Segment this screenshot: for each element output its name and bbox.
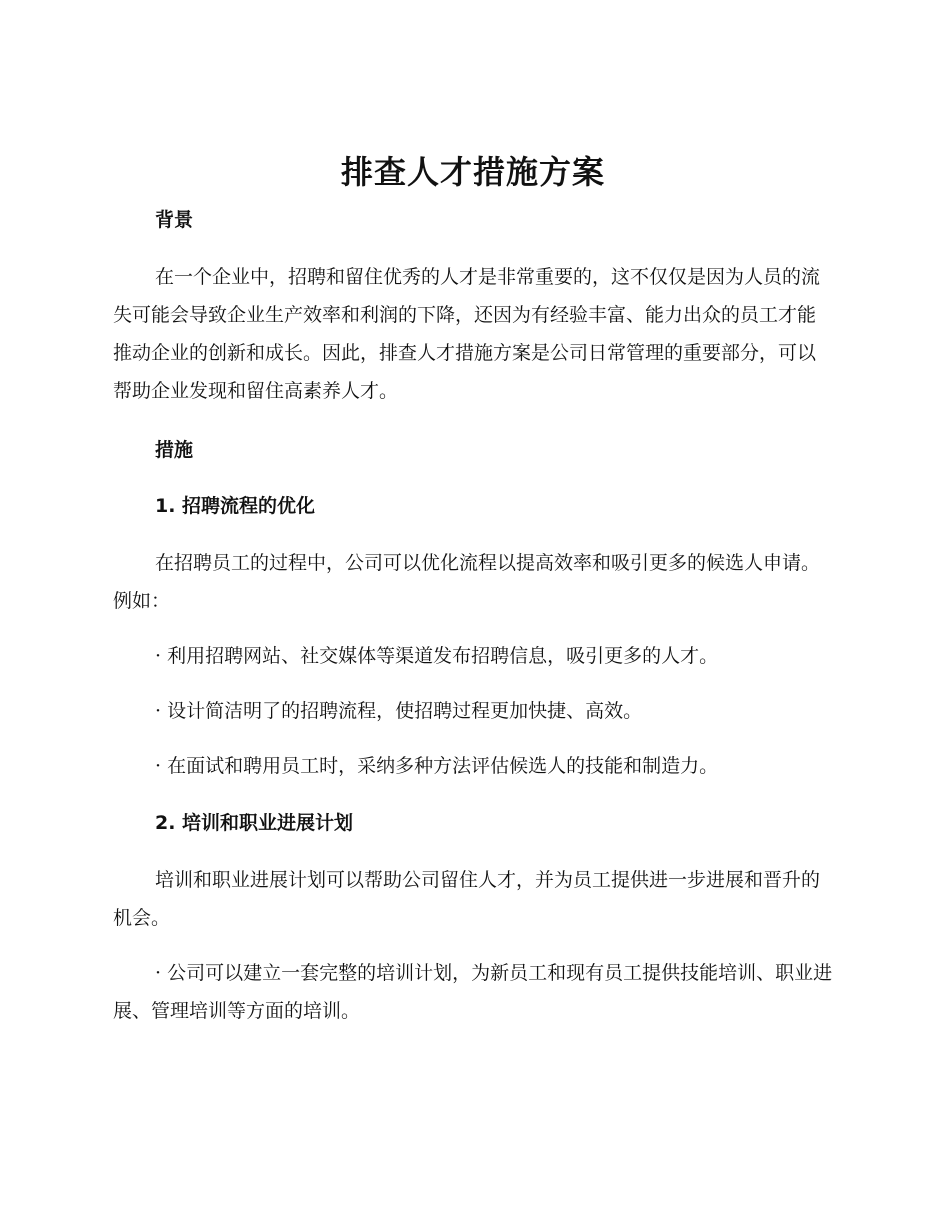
section-2-intro: 培训和职业进展计划可以帮助公司留住人才，并为员工提供进一步进展和晋升的机会。 bbox=[113, 869, 821, 929]
section-1-bullet-1: · 利用招聘网站、社交媒体等渠道发布招聘信息，吸引更多的人才。 bbox=[155, 645, 719, 667]
section-2-bullet-1: · 公司可以建立一套完整的培训计划，为新员工和现有员工提供技能培训、职业进展、管理培训等方面的培训。 bbox=[113, 962, 833, 1022]
section-1-bullet-3: · 在面试和聘用员工时，采纳多种方法评估候选人的技能和制造力。 bbox=[155, 755, 719, 777]
section-1-heading: 1. 招聘流程的优化 bbox=[155, 495, 316, 517]
document-title: 排查人才措施方案 bbox=[340, 153, 605, 191]
section-2-heading: 2. 培训和职业进展计划 bbox=[155, 812, 354, 834]
measures-heading: 措施 bbox=[155, 439, 194, 461]
background-heading: 背景 bbox=[155, 209, 194, 231]
section-1-bullet-2: · 设计简洁明了的招聘流程，使招聘过程更加快捷、高效。 bbox=[155, 700, 643, 722]
document-page bbox=[113, 150, 833, 1030]
section-1-intro: 在招聘员工的过程中，公司可以优化流程以提高效率和吸引更多的候选人申请。例如： bbox=[113, 552, 821, 612]
background-paragraph: 在一个企业中，招聘和留住优秀的人才是非常重要的，这不仅仅是因为人员的流失可能会导致企业生产效率和利润的下降，还因为有经验丰富、能力出众的员工才能推动企业的创新和成长。因此，排查人才措施方案是公司日常管理的重要部分，可以帮助企业发现和留住高素养人才。 bbox=[113, 266, 821, 402]
